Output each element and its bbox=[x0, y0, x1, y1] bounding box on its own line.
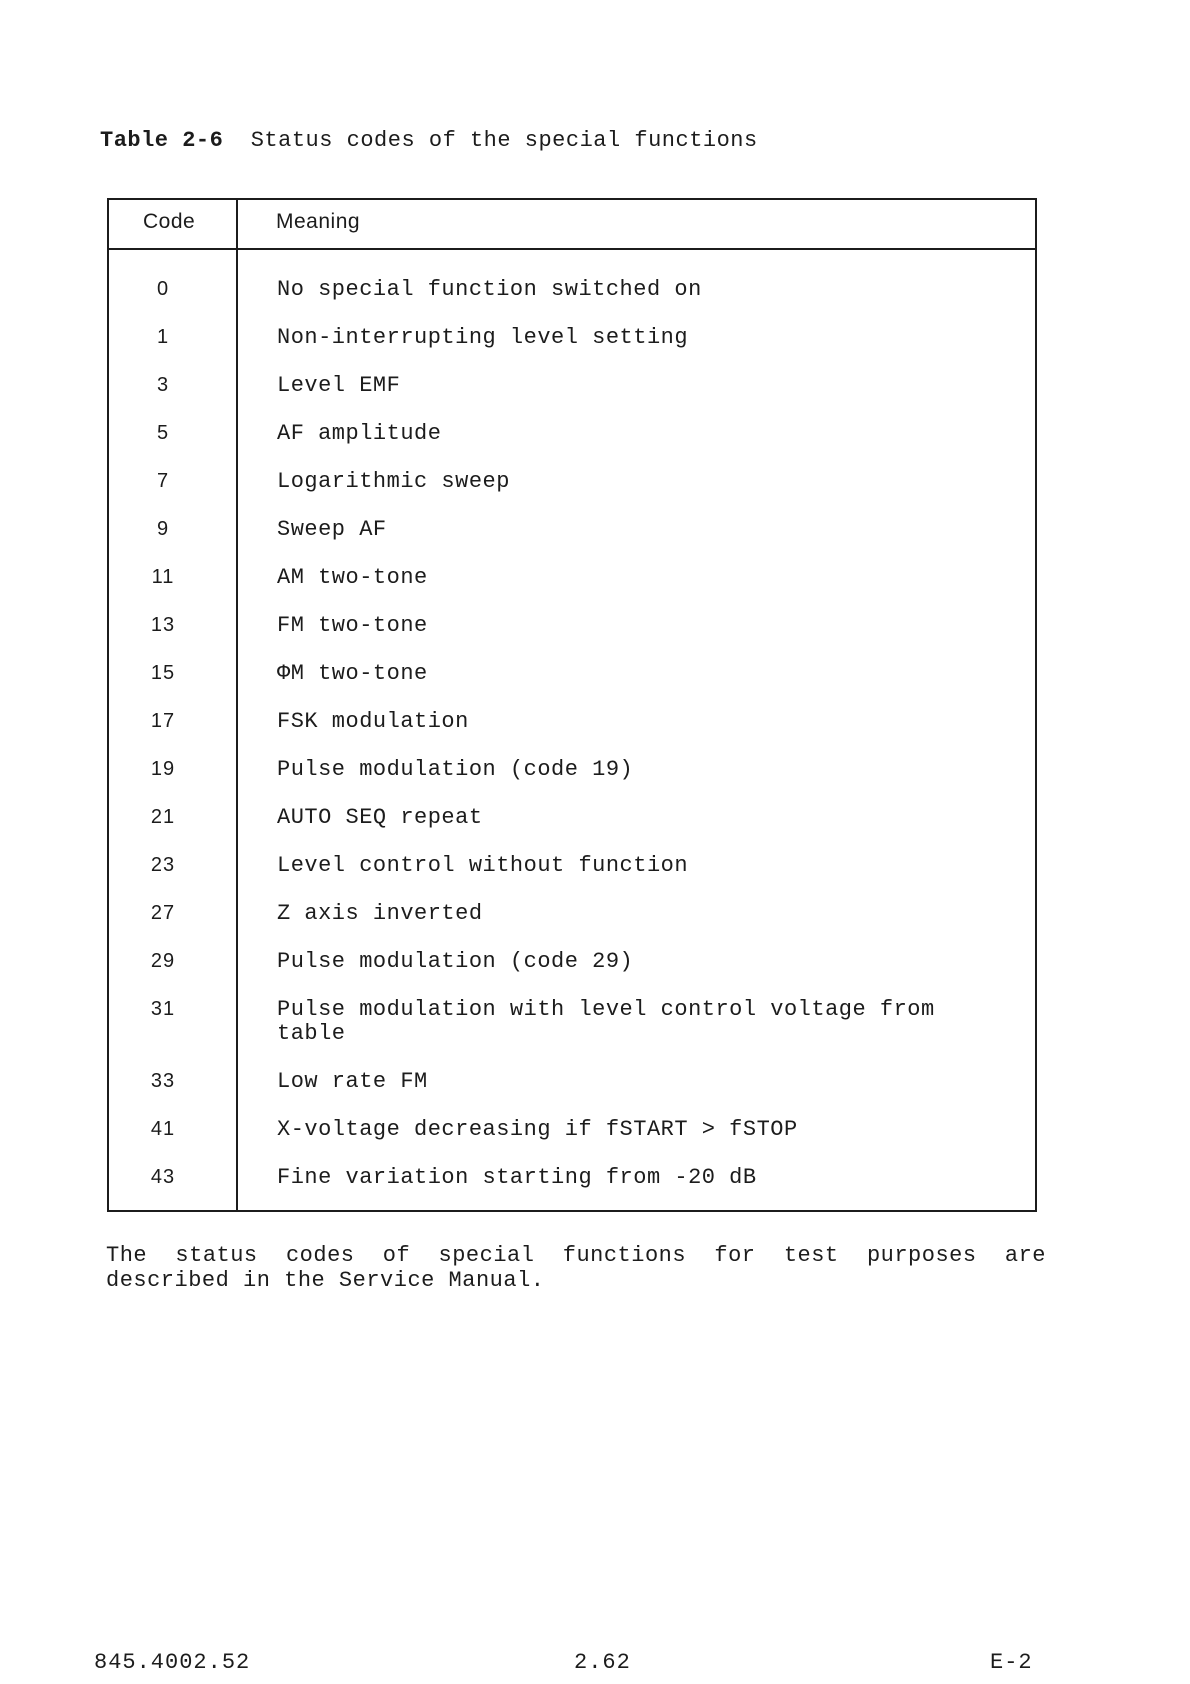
meaning-cell: FSK modulation bbox=[277, 709, 469, 734]
document-number: 845.4002.52 bbox=[94, 1650, 251, 1675]
code-cell: 41 bbox=[150, 1118, 176, 1140]
meaning-cell: Level control without function bbox=[277, 853, 689, 878]
meaning-cell: Pulse modulation (code 29) bbox=[277, 949, 634, 974]
code-cell: 0 bbox=[156, 278, 170, 300]
code-cell: 9 bbox=[156, 518, 170, 540]
code-cell: 11 bbox=[151, 566, 175, 588]
meaning-cell: Low rate FM bbox=[277, 1069, 428, 1094]
code-cell: 23 bbox=[150, 854, 176, 876]
status-codes-table bbox=[107, 198, 1037, 1212]
code-cell: 31 bbox=[150, 998, 176, 1020]
column-header-code: Code bbox=[143, 210, 196, 233]
code-cell: 15 bbox=[150, 662, 176, 684]
meaning-cell: Level EMF bbox=[277, 373, 401, 398]
meaning-cell: Z axis inverted bbox=[277, 901, 483, 926]
meaning-cell: Pulse modulation with level control voltage from table bbox=[277, 997, 935, 1046]
meaning-cell: No special function switched on bbox=[277, 277, 702, 302]
meaning-cell: AUTO SEQ repeat bbox=[277, 805, 483, 830]
meaning-cell: AF amplitude bbox=[277, 421, 442, 446]
meaning-cell: Non-interrupting level setting bbox=[277, 325, 689, 350]
code-cell: 33 bbox=[150, 1070, 176, 1092]
code-cell: 43 bbox=[150, 1166, 176, 1188]
header-rule bbox=[109, 248, 1035, 250]
meaning-cell: FM two-tone bbox=[277, 613, 428, 638]
code-cell: 21 bbox=[150, 806, 176, 828]
footnote-text: The status codes of special functions for test purposes are described in the Service Manual. bbox=[106, 1243, 1046, 1293]
code-cell: 3 bbox=[156, 374, 170, 396]
meaning-cell: Fine variation starting from -20 dB bbox=[277, 1165, 757, 1190]
table-label: Table 2-6 bbox=[100, 128, 224, 153]
code-cell: 29 bbox=[150, 950, 176, 972]
code-cell: 13 bbox=[150, 614, 176, 636]
meaning-cell: Pulse modulation (code 19) bbox=[277, 757, 634, 782]
column-divider bbox=[236, 200, 238, 1210]
meaning-cell: ΦM two-tone bbox=[277, 661, 428, 686]
code-cell: 27 bbox=[150, 902, 176, 924]
code-cell: 19 bbox=[150, 758, 176, 780]
code-cell: 7 bbox=[156, 470, 170, 492]
meaning-cell: AM two-tone bbox=[277, 565, 428, 590]
table-title: Status codes of the special functions bbox=[250, 128, 758, 153]
table-caption bbox=[100, 128, 758, 153]
meaning-cell: Logarithmic sweep bbox=[277, 469, 510, 494]
edition-label: E-2 bbox=[990, 1650, 1033, 1675]
column-header-meaning: Meaning bbox=[276, 210, 361, 233]
page-number: 2.62 bbox=[574, 1650, 631, 1675]
code-cell: 17 bbox=[150, 710, 176, 732]
meaning-cell: X-voltage decreasing if fSTART > fSTOP bbox=[277, 1117, 798, 1142]
code-cell: 5 bbox=[156, 422, 170, 444]
meaning-cell: Sweep AF bbox=[277, 517, 387, 542]
code-cell: 1 bbox=[156, 326, 170, 348]
